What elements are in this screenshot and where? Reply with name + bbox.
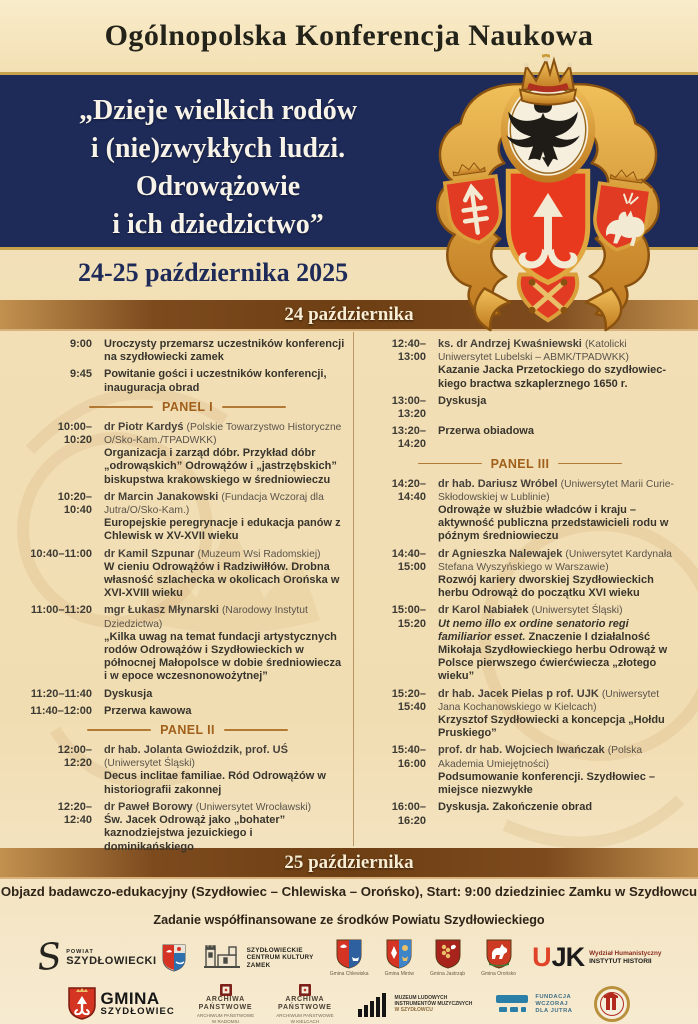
- schedule-item: [30, 744, 345, 797]
- item-affiliation: (Uniwersytet Wrocławski): [195, 801, 312, 813]
- schedule-column-left: [30, 332, 353, 853]
- day1-band-label: 24 października: [284, 303, 414, 325]
- item-affiliation: (Uniwersytet Kardynała Stefana Wyszyńskiego w Warszawie): [438, 548, 672, 573]
- archiwa-label: ARCHIWA: [285, 996, 325, 1003]
- schedule-item: [364, 744, 676, 797]
- fundacja-label: WCZORAJ: [535, 1000, 569, 1007]
- item-title: Europejskie peregrynacje i edukacja panów z Chlewisk w XV-XVII wieku: [104, 517, 341, 543]
- item-speaker: mgr Łukasz Młynarski: [104, 604, 219, 617]
- gmina-szydlowiec-label: SZYDŁOWIEC: [100, 1006, 175, 1017]
- logo-archiwa-kielce: [276, 984, 333, 1024]
- powiat-label: POWIAT: [66, 949, 94, 955]
- item-title: Kazanie Jacka Przetockiego do szydłowiec-kiego bractwa szkaplerznego 1650 r.: [438, 364, 667, 390]
- item-title: Dyskusja: [104, 687, 153, 700]
- item-affiliation: (Polskie Towarzystwo Historyczne O/Sko-Kam./TPADWKK): [104, 421, 342, 447]
- item-time: 9:00: [69, 338, 92, 350]
- item-time: 15:40–16:00: [391, 744, 426, 770]
- item-time: 15:20–15:40: [391, 687, 426, 713]
- powiat-script-mark: S: [34, 935, 64, 980]
- ujk-mark: UJK: [532, 942, 585, 972]
- schedule-item: [364, 801, 676, 827]
- schedule-item: [364, 604, 676, 683]
- logo-archiwa-radom: [197, 984, 254, 1024]
- schedule: [30, 332, 676, 853]
- conference-title: Ogólnopolska Konferencja Naukowa: [104, 19, 594, 52]
- organ-pipes-icon: [356, 989, 390, 1019]
- logos-row-2: [0, 984, 698, 1024]
- logo-fundacja-wczoraj-dla-jutra: [494, 993, 572, 1015]
- circular-seal-icon: [594, 986, 630, 1022]
- item-time: 15:00–15:20: [391, 604, 426, 630]
- muzeum-label: INSTRUMENTÓW MUZYCZNYCH: [394, 1001, 473, 1007]
- item-time: 13:20–14:20: [391, 425, 426, 451]
- item-speaker: dr Piotr Kardyś: [104, 420, 184, 433]
- item-title: Dyskusja. Zakończenie obrad: [438, 801, 593, 814]
- gmina-caption: Gmina Orońsko: [481, 971, 517, 977]
- logo-gmina-chlewiska: [330, 939, 369, 977]
- sck-label: ZAMEK: [246, 961, 271, 969]
- schedule-item: [30, 548, 345, 601]
- item-speaker: ks. dr Andrzej Kwaśniewski: [438, 338, 582, 350]
- item-title: „Kilka uwag na temat fundacji artystycznych rodów Odrowążów i Szydłowieckich w północnej Małopolsce w dobie średniowiecza i w epoce wczesnonowożytnej”: [104, 630, 342, 683]
- panel-header: [30, 723, 345, 737]
- item-speaker: dr hab. Dariusz Wróbel: [438, 477, 558, 490]
- panel-rule: [87, 729, 151, 731]
- conference-dates: 24-25 października 2025: [78, 258, 349, 287]
- subtitle-line: i (nie)zwykłych ludzi.: [90, 133, 346, 164]
- archiwa-caption: W RADOMIU: [211, 1019, 240, 1024]
- archiwa-caption: ARCHIWUM PAŃSTWOWE: [196, 1013, 255, 1018]
- castle-icon: [202, 943, 242, 973]
- item-title: Decus inclitae familiae. Ród Odrowążów w historiografii zakonnej: [104, 770, 326, 796]
- item-speaker: dr Marcin Janakowski: [104, 490, 219, 503]
- item-time: 16:00–16:20: [391, 801, 426, 827]
- item-title: Odrowąże w służbie władców i kraju – aktywność publiczna przedstawicieli rodu w późnym średniowieczu: [438, 504, 669, 543]
- crest-central-shield: [508, 171, 587, 282]
- item-time: 10:00–10:20: [57, 420, 92, 447]
- conference-subtitle: [0, 92, 436, 244]
- panel-rule: [224, 729, 288, 731]
- item-affiliation: (Muzeum Wsi Radomskiej): [197, 548, 321, 560]
- schedule-item: [30, 705, 345, 718]
- panel-label: PANEL I: [162, 399, 213, 414]
- gmina-oronsko-crest-icon: [486, 939, 512, 969]
- item-title: Dyskusja: [438, 394, 487, 407]
- panel-rule: [222, 406, 286, 408]
- funding-note: Zadanie współfinansowane ze środków Powiatu Szydłowieckiego: [153, 913, 545, 927]
- gmina-jastrzab-crest-icon: [435, 939, 461, 969]
- archiwa-label: PAŃSTWOWE: [198, 1004, 253, 1011]
- coat-of-arms: [422, 54, 674, 342]
- fundacja-label: DLA JUTRA: [535, 1007, 573, 1014]
- item-affiliation: (Polska Akademia Umiejętności): [438, 745, 643, 770]
- item-affiliation: (Fundacja Wczoraj dla Jutra/O/Sko-Kam.): [104, 491, 324, 517]
- item-affiliation: (Narodowy Instytut Dziedzictwa): [104, 605, 308, 630]
- archiwa-label: PAŃSTWOWE: [278, 1004, 332, 1011]
- subtitle-line: „Dzieje wielkich rodów: [79, 95, 357, 126]
- item-title: Św. Jacek Odrowąż jako „bohater” kaznodziejstwa jezuickiego i dominikańskiego: [104, 814, 286, 853]
- logo-gmina-mirow: [385, 939, 414, 977]
- panel-header: [30, 400, 345, 414]
- item-affiliation: (Uniwersytet Jana Kochanowskiego w Kielcach): [438, 688, 660, 713]
- panel-label: PANEL II: [160, 723, 215, 738]
- logo-sck-zamek: [202, 943, 314, 973]
- item-title: Organizacja i zarząd dóbr. Przykład dóbr „odrowąskich” Odrowążów i „jastrzębskich” biskupstwa krakowskiego w średniowieczu: [104, 447, 337, 486]
- panel-rule: [558, 463, 622, 465]
- item-title: Rozwój kariery dworskiej Szydłowieckich herbu Odrowąż do początku XVI wieku: [438, 574, 654, 600]
- schedule-item: [30, 801, 345, 854]
- archiwa-icon: [220, 984, 232, 996]
- item-affiliation: (Uniwersytet Śląski): [531, 605, 623, 617]
- panel-rule: [89, 406, 153, 408]
- logo-powiat-szydlowiecki: [34, 935, 186, 980]
- item-title: Ut nemo illo ex ordine senatorio regi familiarior esset. Znaczenie I działalność Mikołaja Szydłowieckiego herbu Odrowąż w Polsce pierwszego ćwierćwiecza „złotego wieku”: [438, 617, 668, 683]
- logo-gmina-oronsko: [481, 939, 516, 977]
- day2-band-label: 25 października: [284, 851, 414, 873]
- item-time: 11:20–11:40: [30, 687, 92, 700]
- logo-gmina-szydlowiec: [68, 987, 175, 1021]
- item-affiliation: (Katolicki Uniwersytet Lubelski – ABMK/TPADWKK): [438, 339, 629, 364]
- gmina-caption: Gmina Jastrząb: [430, 971, 466, 977]
- item-speaker: dr Kamil Szpunar: [104, 547, 195, 560]
- schedule-item: [30, 338, 345, 364]
- item-title: Powitanie gości i uczestników konferencji, inauguracja obrad: [104, 368, 327, 394]
- schedule-item: [364, 478, 676, 544]
- schedule-item: [364, 548, 676, 601]
- item-time: 12:40–13:00: [391, 338, 426, 364]
- schedule-item: [30, 604, 345, 683]
- crest-crown: [520, 54, 576, 105]
- archiwa-label: ARCHIWA: [206, 996, 246, 1003]
- muzeum-label: MUZEUM LUDOWYCH: [394, 995, 448, 1001]
- ujk-label: Wydział Humanistyczny: [589, 950, 662, 957]
- panel-label: PANEL III: [490, 456, 550, 471]
- powiat-crest-icon: [162, 944, 186, 972]
- item-affiliation: (Uniwersytet Marii Curie-Skłodowskiej w Lublinie): [438, 478, 674, 503]
- archiwa-caption: W KIELCACH: [290, 1019, 320, 1024]
- muzeum-label: W SZYDŁOWCU: [394, 1007, 433, 1013]
- item-time: 12:00–12:20: [57, 744, 92, 770]
- item-speaker: dr hab. Jacek Pielas p rof. UJK: [438, 687, 599, 700]
- ujk-label: INSTYTUT HISTORII: [589, 958, 652, 965]
- sck-label: SZYDŁOWIECKIE: [246, 946, 303, 954]
- item-speaker: dr Paweł Borowy: [104, 800, 193, 813]
- item-title: Przerwa obiadowa: [438, 425, 534, 438]
- schedule-column-right: [353, 332, 676, 846]
- schedule-item: [364, 338, 676, 391]
- gmina-chlewiska-crest-icon: [336, 939, 362, 969]
- item-time: 12:20–12:40: [57, 800, 92, 827]
- item-time: 9:45: [69, 368, 92, 381]
- item-affiliation: (Uniwersytet Śląski): [104, 758, 195, 770]
- item-title: Krzysztof Szydłowiecki a koncepcja „Hołdu Pruskiego”: [438, 714, 665, 740]
- archiwa-icon: [299, 984, 311, 996]
- item-speaker: dr Karol Nabiałek: [438, 604, 529, 617]
- panel-header: [364, 457, 676, 471]
- item-title: Podsumowanie konferencji. Szydłowiec – miejsce niezwykłe: [438, 770, 656, 797]
- subtitle-line: Odrowążowie: [135, 171, 301, 202]
- item-time: 14:40–15:00: [391, 547, 426, 573]
- schedule-item: [30, 421, 345, 487]
- fundacja-icon: [494, 993, 530, 1015]
- archiwa-caption: ARCHIWUM PAŃSTWOWE: [276, 1013, 334, 1018]
- logo-gmina-jastrzab: [430, 939, 465, 977]
- schedule-item: [30, 368, 345, 394]
- schedule-item: [30, 491, 345, 544]
- fundacja-label: FUNDACJA: [535, 993, 572, 1000]
- item-speaker: dr hab. Jolanta Gwioździk, prof. UŚ: [104, 744, 288, 757]
- item-title: Przerwa kawowa: [104, 704, 192, 717]
- subtitle-line: i ich dziedzictwo”: [112, 209, 324, 240]
- item-title: Uroczysty przemarsz uczestników konferencji na szydłowiecki zamek: [104, 338, 345, 364]
- gmina-caption: Gmina Chlewiska: [329, 971, 369, 977]
- gmina-szydlowiec-crest-icon: [68, 987, 96, 1021]
- item-speaker: prof. dr hab. Wojciech Iwańczak: [438, 744, 605, 757]
- item-time: 10:20–10:40: [57, 490, 92, 517]
- schedule-item: [364, 688, 676, 741]
- logos-row-1: [0, 932, 698, 984]
- item-time: 11:40–12:00: [30, 704, 92, 717]
- item-title: W cieniu Odrowążów i Radziwiłłów. Drobna własność szlachecka w okolicach Orońska w XVI-XVIII wieku: [104, 560, 340, 600]
- day2-trip-info: Objazd badawczo-edukacyjny (Szydłowiec – Chlewiska – Orońsko), Start: 9:00 dziedziniec Zamku w Szydłowcu: [0, 884, 698, 899]
- sck-label: CENTRUM KULTURY: [246, 954, 314, 962]
- item-time: 11:00–11:20: [30, 604, 92, 617]
- logo-ujk: [532, 942, 662, 972]
- item-time: 14:20–14:40: [391, 477, 426, 503]
- item-time: 10:40–11:00: [30, 547, 92, 560]
- panel-rule: [418, 463, 482, 465]
- schedule-item: [364, 425, 676, 451]
- schedule-item: [364, 395, 676, 421]
- gmina-mirow-crest-icon: [386, 939, 412, 969]
- gmina-szydlowiec-label: GMINA: [100, 989, 160, 1008]
- item-time: 13:00–13:20: [391, 394, 426, 421]
- powiat-label: SZYDŁOWIECKI: [66, 955, 157, 967]
- logo-muzeum-instrumentow: [356, 989, 473, 1019]
- item-speaker: dr Agnieszka Nalewajek: [438, 547, 563, 560]
- schedule-item: [30, 688, 345, 701]
- gmina-caption: Gmina Mirów: [384, 971, 415, 977]
